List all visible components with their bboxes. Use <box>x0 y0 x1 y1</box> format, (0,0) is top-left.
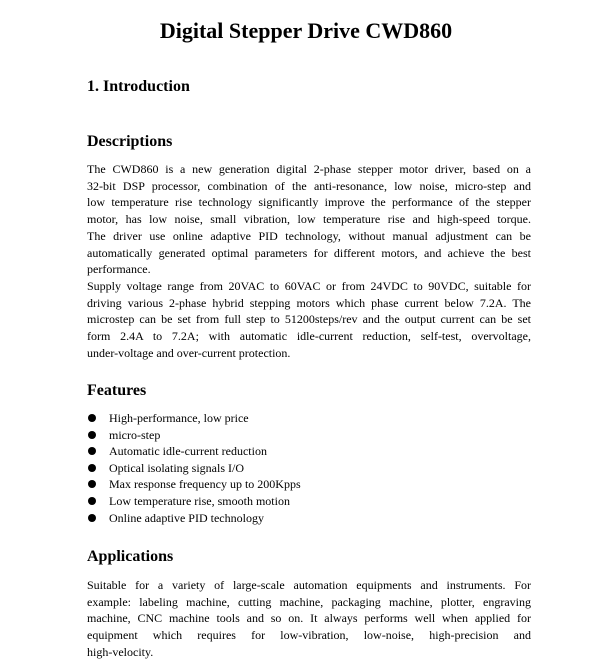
text-line: under-voltage and over-current protection. <box>87 345 291 360</box>
features-list <box>87 410 301 526</box>
feature-label: Optical isolating signals I/O <box>109 460 244 475</box>
feature-item <box>87 476 301 493</box>
text-line: driving various 2-phase hybrid stepping motors which phase current below 7.2A. The <box>87 295 531 310</box>
text-line: low temperature rise technology significantly improve the performance of the stepper <box>87 195 531 210</box>
bullet-icon <box>88 497 96 505</box>
bullet-icon <box>88 464 96 472</box>
bullet-icon <box>88 480 96 488</box>
text-line: motor, has low noise, small vibration, low temperature rise and high-speed torque. <box>87 212 531 227</box>
text-line: The driver use online adaptive PID technology, without manual adjustment can be <box>87 228 531 243</box>
descriptions-paragraph-1 <box>87 161 531 278</box>
text-line: form 2.4A to 7.2A; with automatic idle-current reduction, self-test, overvoltage, <box>87 329 531 344</box>
text-line: The CWD860 is a new generation digital 2-phase stepper motor driver, based on a <box>87 162 531 176</box>
feature-label: Max response frequency up to 200Kpps <box>109 477 301 492</box>
text-line: automatically generated optimal parameters for different motors, and achieve the best <box>87 245 531 260</box>
feature-label: Online adaptive PID technology <box>109 510 264 525</box>
text-line: microstep can be set from full step to 51200steps/rev and the output current can be set <box>87 312 531 327</box>
text-line: example: labeling machine, cutting machine, packaging machine, plotter, engraving <box>87 594 531 609</box>
descriptions-heading: Descriptions <box>87 133 173 150</box>
text-line: high-velocity. <box>87 644 154 659</box>
text-line: equipment which requires for low-vibration, low-noise, high-precision and <box>87 628 531 643</box>
applications-heading: Applications <box>87 548 174 565</box>
text-line: machine, CNC machine tools and so on. It always performs well when applied for <box>87 611 531 626</box>
feature-item <box>87 493 301 510</box>
bullet-icon <box>88 514 96 522</box>
introduction-heading: 1. Introduction <box>87 78 190 95</box>
feature-label: Low temperature rise, smooth motion <box>109 493 290 508</box>
features-heading: Features <box>87 382 147 399</box>
feature-label: High-performance, low price <box>109 411 249 425</box>
feature-label: Automatic idle-current reduction <box>109 444 267 459</box>
text-line: 32-bit DSP processor, combination of the anti-resonance, low noise, micro-step and <box>87 178 531 193</box>
feature-item <box>87 427 301 444</box>
bullet-icon <box>88 414 96 422</box>
bullet-icon <box>88 447 96 455</box>
applications-paragraph <box>87 577 531 661</box>
feature-item <box>87 443 301 460</box>
text-line: Suitable for a variety of large-scale automation equipments and instruments. For <box>87 578 531 592</box>
descriptions-paragraph-2 <box>87 278 531 362</box>
document-title: Digital Stepper Drive CWD860 <box>159 18 453 43</box>
feature-item <box>87 460 301 477</box>
bullet-icon <box>88 431 96 439</box>
feature-item <box>87 410 301 427</box>
feature-label: micro-step <box>109 427 161 442</box>
text-line: Supply voltage range from 20VAC to 60VAC or from 24VDC to 90VDC, suitable for <box>87 279 531 293</box>
feature-item <box>87 510 301 527</box>
text-line: performance. <box>87 262 151 277</box>
